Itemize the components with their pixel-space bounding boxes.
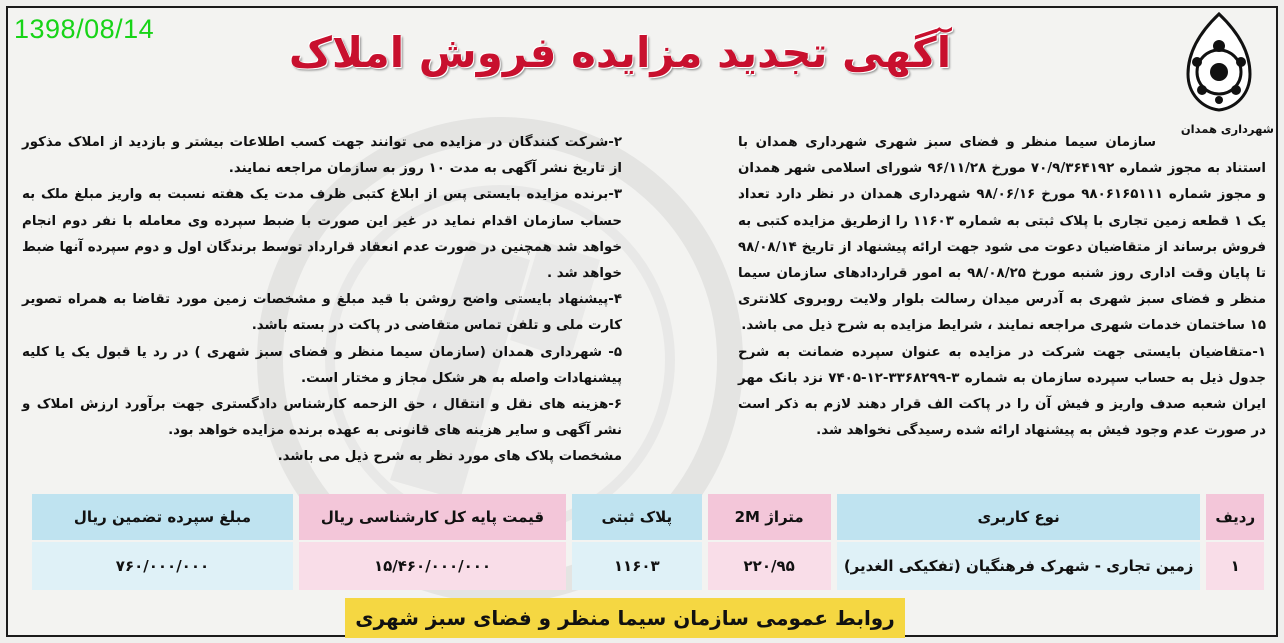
header-base-price: قیمت پایه کل کارشناسی ریال — [299, 494, 566, 540]
condition-5: ۵- شهرداری همدان (سازمان سیما منظر و فضای سبز شهری ) در رد یا قبول یک یا کلیه پیشنهادات واصله به هر شکل مجاز و مختار است. — [22, 344, 622, 386]
cell-usage-type: زمین تجاری - شهرک فرهنگیان (تفکیکی الغدیر) — [837, 540, 1201, 590]
header-usage-type: نوع کاربری — [837, 494, 1201, 540]
cell-deposit: ۷۶۰/۰۰۰/۰۰۰ — [32, 540, 293, 590]
cell-base-price: ۱۵/۴۶۰/۰۰۰/۰۰۰ — [299, 540, 566, 590]
cell-plate-number: ۱۱۶۰۳ — [572, 540, 701, 590]
condition-4: ۴-پیشنهاد بایستی واضح روشن با قید مبلغ و مشخصات زمین مورد تقاضا به همراه تصویر کارت ملی و تلفن تماس متقاضی در پاکت در بسته باشد. — [22, 292, 622, 334]
table-header-row — [32, 494, 1264, 540]
plate-specs-note: مشخصات پلاک های مورد نظر به شرح ذیل می باشد. — [277, 449, 622, 465]
right-column-text — [738, 130, 1266, 444]
left-column-text — [22, 130, 622, 471]
condition-3: ۳-برنده مزایده بایستی پس از ابلاغ کتبی ظرف مدت یک هفته نسبت به واریز مبلغ ملک به حساب سازمان اقدام نماید در غیر این صورت با ضبط سپرده وی معامله با نفر دوم انجام خواهد شد همچنین در صورت عدم انعقاد قرارداد توسط برندگان اول و دوم سپرده آنها ضبط خواهد شد . — [22, 187, 622, 282]
header-row-number: ردیف — [1206, 494, 1264, 540]
logo-caption: شهرداری همدان — [1180, 122, 1274, 136]
cell-area: ۲۲۰/۹۵ — [708, 540, 831, 590]
condition-6: ۶-هزینه های نقل و انتقال ، حق الزحمه کارشناس دادگستری جهت برآورد ارزش املاک و نشر آگهی و سایر هزینه های قانونی به عهده برنده مزایده خواهد بود. — [22, 397, 622, 439]
header-deposit: مبلغ سپرده تضمین ریال — [32, 494, 293, 540]
public-relations-footer: روابط عمومی سازمان سیما منظر و فضای سبز شهری — [345, 598, 905, 638]
header-area: متراژ 2M — [708, 494, 831, 540]
cell-row-number: ۱ — [1206, 540, 1264, 590]
condition-1: ۱-متقاضیان بایستی جهت شرکت در مزایده به عنوان سپرده ضمانت به شرح جدول ذیل به حساب سپرده سازمان به شماره ۳-۳۳۶۸۲۹۹-۱۲-۷۴۰۵ نزد بانک مهر ایران شعبه صدف واریز و فیش آن را در پاکت الف قرار دهند لازم به ذکر است در صورت عدم وجود فیش به پیشنهاد ارائه شده رسیدگی نخواهد شد. — [738, 344, 1266, 439]
intro-paragraph: سازمان سیما منظر و فضای سبز شهری شهرداری همدان با استناد به مجوز شماره ۷۰/۹/۳۶۴۱۹۲ مورخ ۹۶/۱۱/۲۸ شورای اسلامی شهر همدان و مجوز شماره ۹۸۰۶۱۶۵۱۱۱ مورخ ۹۸/۰۶/۱۶ شهرداری همدان در نظر دارد تعداد یک ۱ قطعه زمین تجاری با پلاک ثبتی به شماره ۱۱۶۰۳ را ازطریق مزایده کتبی به فروش برساند از متقاضیان دعوت می شود جهت ارائه پیشنهاد از تاریخ ۹۸/۰۸/۱۴ تا پایان وقت اداری روز شنبه مورخ ۹۸/۰۸/۲۵ به امور قراردادهای سازمان سیما منظر و فضای سبز شهری به آدرس میدان رسالت بلوار ولایت روبروی کلانتری ۱۵ ساختمان خدمات شهری مراجعه نمایند ، شرایط مزایده به شرح ذیل می باشد. — [738, 135, 1267, 334]
header-plate-number: پلاک ثبتی — [572, 494, 701, 540]
table-row — [32, 540, 1264, 590]
property-table — [26, 494, 1270, 590]
municipality-logo — [1182, 12, 1256, 112]
page-title: آگهی تجدید مزایده فروش املاک — [288, 28, 952, 77]
condition-2: ۲-شرکت کنندگان در مزایده می توانند جهت کسب اطلاعات بیشتر و بازدید از املاک مذکور از تاریخ نشر آگهی به مدت ۱۰ روز به سازمان مراجعه نمایند. — [22, 135, 622, 177]
date-stamp: 1398/08/14 — [14, 14, 155, 44]
